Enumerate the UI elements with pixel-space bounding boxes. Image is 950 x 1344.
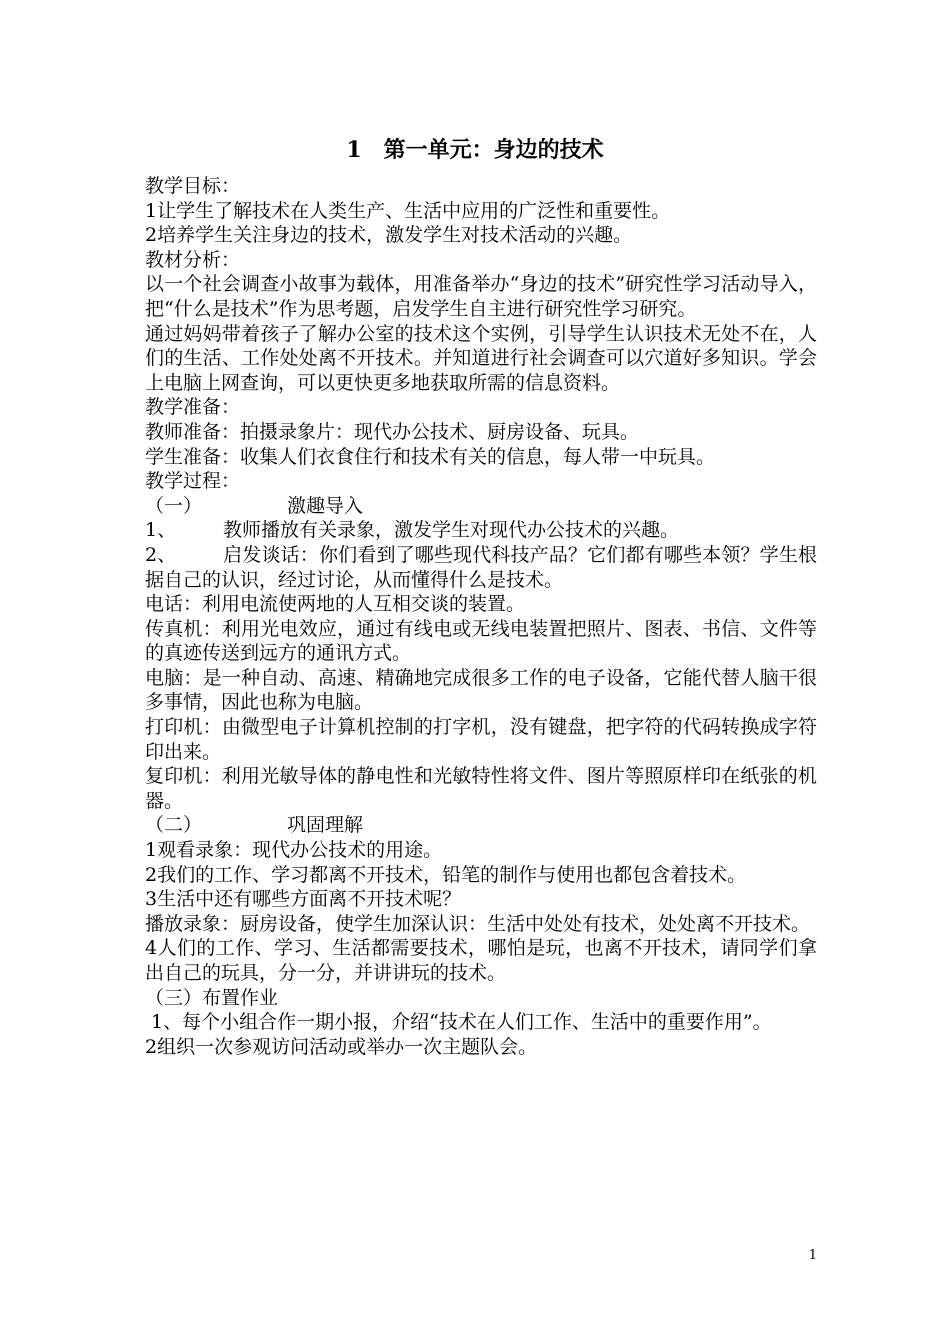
prep-heading: 教学准备： bbox=[145, 396, 241, 419]
section-heading bbox=[145, 813, 817, 838]
homework-item: 1、每个小组合作一期小报，介绍“技术在人们工作、生活中的重要作用”。 bbox=[145, 1011, 772, 1034]
review-item: 3生活中还有哪些方面离不开技术呢？ bbox=[145, 888, 462, 911]
student-prep: 学生准备：收集人们衣食住行和技术有关的信息，每人带一中玩具。 bbox=[145, 445, 716, 468]
review-item: 1观看录象：现代办公技术的用途。 bbox=[145, 839, 443, 862]
section-number: （一） bbox=[145, 494, 203, 517]
step-item bbox=[145, 543, 817, 592]
step-text: 教师播放有关录象，激发学生对现代办公技术的兴趣。 bbox=[223, 519, 680, 542]
teacher-prep: 教师准备：拍摄录象片：现代办公技术、厨房设备、玩具。 bbox=[145, 420, 640, 443]
section-heading bbox=[145, 494, 817, 519]
definition-phone: 电话：利用电流使两地的人互相交谈的装置。 bbox=[145, 593, 526, 616]
step-text: 启发谈话：你们看到了哪些现代科技产品？它们都有哪些本领？学生根据自己的认识，经过讨论，从而懂得什么是技术。 bbox=[145, 543, 817, 591]
analysis-paragraph: 以一个社会调查小故事为载体，用准备举办“身边的技术”研究性学习活动导入，把“什么是技术”作为思考题，启发学生自主进行研究性学习研究。 bbox=[145, 273, 817, 320]
goal-item: 1让学生了解技术在人类生产、生活中应用的广泛性和重要性。 bbox=[145, 199, 671, 222]
review-item: 2我们的工作、学习都离不开技术，铅笔的制作与使用也都包含着技术。 bbox=[145, 863, 747, 886]
goal-item: 2培养学生关注身边的技术，激发学生对技术活动的兴趣。 bbox=[145, 224, 633, 247]
definition-copier: 复印机：利用光敏导体的静电性和光敏特性将文件、图片等照原样印在纸张的机器。 bbox=[145, 765, 817, 812]
document-body bbox=[145, 174, 817, 1059]
analysis-paragraph: 通过妈妈带着孩子了解办公室的技术这个实例，引导学生认识技术无处不在，人们的生活、工作处处离不开技术。并知道进行社会调查可以穴道好多知识。学会上电脑上网查询，可以更快更多地获取所需的信息资料。 bbox=[145, 322, 817, 394]
analysis-heading: 教材分析： bbox=[145, 248, 241, 271]
review-item: 4人们的工作、学习、生活都需要技术，哪怕是玩，也离不开技术，请同学们拿出自己的玩具，分一分，并讲讲玩的技术。 bbox=[145, 937, 817, 984]
homework-item: 2组织一次参观访问活动或举办一次主题队会。 bbox=[145, 1035, 538, 1058]
section-title: 激趣导入 bbox=[287, 494, 364, 517]
definition-fax: 传真机：利用光电效应，通过有线电或无线电装置把照片、图表、书信、文件等的真迹传送到远方的通讯方式。 bbox=[145, 617, 817, 665]
page-number: 1 bbox=[808, 1248, 817, 1263]
definition-printer: 打印机：由微型电子计算机控制的打字机，没有键盘，把字符的代码转换成字符印出来。 bbox=[145, 716, 817, 763]
document-title: 1 第一单元：身边的技术 bbox=[346, 137, 604, 163]
step-number: 1、 bbox=[145, 519, 177, 542]
goals-heading: 教学目标： bbox=[145, 175, 241, 197]
step-item bbox=[145, 518, 817, 543]
review-play: 播放录象：厨房设备，使学生加深认识：生活中处处有技术，处处离不开技术。 bbox=[145, 912, 811, 935]
step-number: 2、 bbox=[145, 543, 177, 566]
section-heading: （三）布置作业 bbox=[145, 986, 279, 1009]
section-title: 巩固理解 bbox=[287, 814, 364, 837]
definition-computer: 电脑：是一种自动、高速、精确地完成很多工作的电子设备，它能代替人脑干很多事情，因此也称为电脑。 bbox=[145, 666, 817, 714]
section-number: （二） bbox=[145, 814, 203, 837]
process-heading: 教学过程： bbox=[145, 470, 241, 493]
